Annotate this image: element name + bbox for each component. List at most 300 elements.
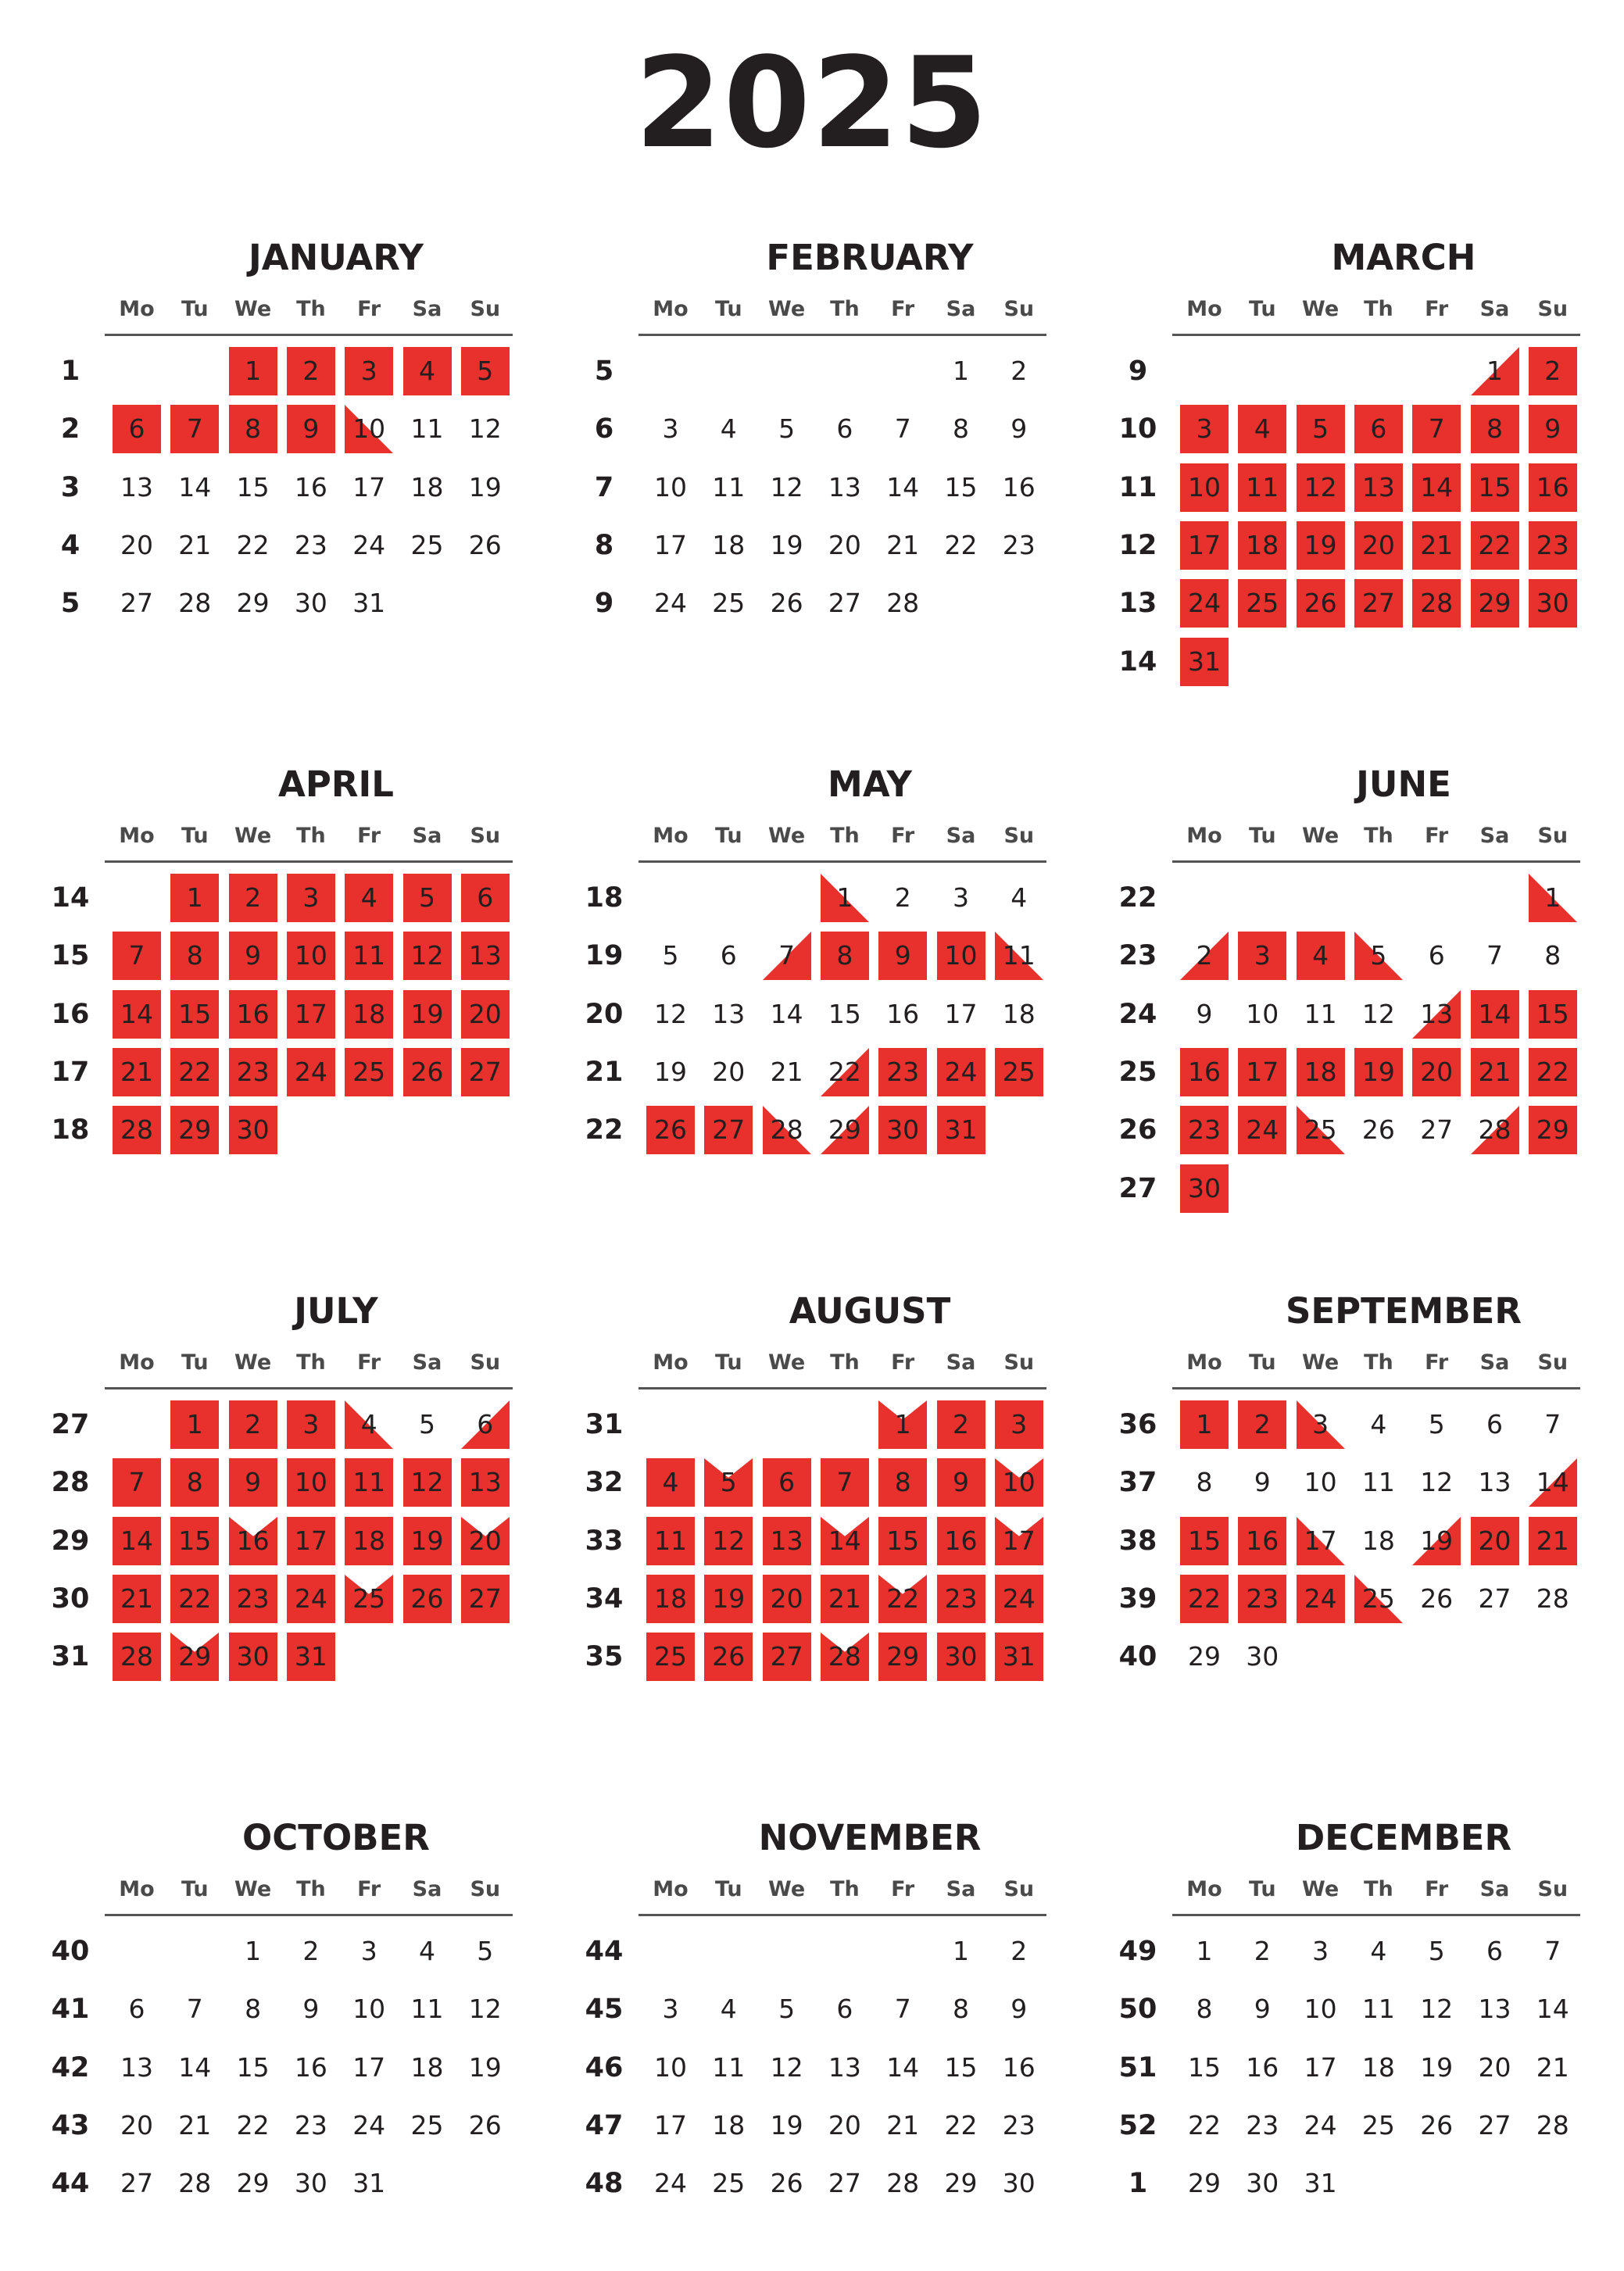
day-cell (699, 400, 757, 458)
weekday-header: Th (1364, 1350, 1393, 1375)
weekday-header-row (534, 1874, 1065, 1905)
weekday-header: We (1302, 1877, 1340, 1901)
weekday-header: Sa (1479, 824, 1510, 848)
week-row (534, 1980, 1065, 2038)
day-number: 23 (1246, 2109, 1279, 2140)
weekday-header: Fr (357, 1877, 381, 1901)
day-number: 18 (1246, 529, 1279, 560)
day-cell (642, 927, 699, 985)
day-cell (1466, 1512, 1524, 1570)
week-number: 9 (594, 588, 614, 620)
day-number: 28 (178, 2168, 212, 2199)
day-number: 2 (302, 1936, 320, 1966)
day-number: 15 (1478, 471, 1511, 502)
day-number: 12 (468, 413, 502, 445)
month-name: NOVEMBER (758, 1817, 982, 1858)
week-number: 13 (1118, 588, 1157, 620)
weekday-header: Fr (1425, 1350, 1449, 1375)
week-number: 44 (51, 2168, 90, 2200)
day-number: 3 (302, 1409, 320, 1439)
day-cell (399, 869, 456, 927)
day-number: 15 (1536, 998, 1569, 1029)
day-number: 5 (778, 1994, 796, 2025)
day-number: 1 (1196, 1936, 1213, 1966)
weekday-header-row (1068, 294, 1599, 325)
week-row (0, 2155, 531, 2212)
day-number: 31 (1002, 1641, 1036, 1672)
day-number: 26 (770, 2168, 803, 2199)
day-cell (1466, 2097, 1524, 2155)
day-number: 1 (1544, 882, 1561, 913)
day-cell (816, 927, 874, 985)
day-number: 15 (1188, 2051, 1221, 2083)
day-cell (108, 574, 166, 632)
weekday-header: Th (296, 297, 326, 321)
day-cell (642, 574, 699, 632)
week-row (0, 517, 531, 574)
weekday-header: Tu (714, 1877, 742, 1901)
week-row (534, 1454, 1065, 1511)
day-number: 25 (1361, 1583, 1395, 1614)
day-cell (1292, 1922, 1350, 1980)
day-number: 19 (712, 1583, 746, 1614)
day-cell (1408, 985, 1465, 1043)
day-number: 19 (468, 2051, 502, 2083)
weekday-header: Mo (119, 824, 155, 848)
day-cell (1524, 1980, 1582, 2038)
day-number: 7 (186, 413, 203, 445)
day-cell (166, 2155, 224, 2212)
day-cell (642, 1628, 699, 1686)
day-number: 27 (468, 1056, 502, 1087)
day-cell (990, 1396, 1048, 1454)
week-number: 40 (1118, 1641, 1157, 1673)
week-row (0, 574, 531, 632)
day-number: 3 (953, 882, 969, 913)
day-cell (282, 1454, 340, 1511)
day-cell (108, 1980, 166, 2038)
day-number: 22 (1478, 529, 1511, 560)
day-cell (874, 1101, 932, 1159)
day-number: 14 (886, 2051, 920, 2083)
day-cell (816, 1454, 874, 1511)
week-row (1068, 869, 1599, 927)
day-cell (399, 2039, 456, 2097)
day-cell (224, 1043, 282, 1101)
day-cell (340, 459, 398, 517)
day-number: 12 (410, 1467, 444, 1498)
week-row (534, 2155, 1065, 2212)
header-divider (1172, 334, 1580, 336)
day-number: 14 (178, 2051, 212, 2083)
day-cell (932, 459, 990, 517)
day-number: 21 (178, 529, 212, 560)
day-cell (399, 517, 456, 574)
day-number: 7 (836, 1467, 853, 1498)
day-number: 13 (712, 998, 746, 1029)
day-number: 6 (1370, 413, 1387, 445)
weekday-header: Mo (119, 1877, 155, 1901)
header-divider (1172, 1914, 1580, 1916)
day-number: 30 (294, 588, 327, 619)
day-number: 10 (352, 1994, 386, 2025)
day-cell (340, 927, 398, 985)
day-number: 28 (120, 1641, 153, 1672)
day-number: 27 (712, 1114, 746, 1146)
day-number: 1 (894, 1409, 911, 1439)
day-cell (224, 574, 282, 632)
day-cell (166, 1454, 224, 1511)
day-number: 23 (294, 529, 327, 560)
day-cell (874, 1396, 932, 1454)
day-number: 20 (770, 1583, 803, 1614)
month-name: SEPTEMBER (1285, 1290, 1522, 1332)
day-cell (399, 400, 456, 458)
day-cell (642, 459, 699, 517)
week-row (0, 2097, 531, 2155)
day-number: 11 (352, 940, 386, 971)
weekday-header: Fr (891, 1350, 915, 1375)
day-number: 13 (120, 471, 153, 502)
day-cell (1408, 2097, 1465, 2155)
week-row (1068, 1043, 1599, 1101)
day-number: 2 (953, 1409, 969, 1439)
weekday-header: We (768, 824, 806, 848)
day-cell (699, 2039, 757, 2097)
week-number: 20 (585, 998, 624, 1030)
day-number: 8 (894, 1467, 911, 1498)
day-cell (874, 1570, 932, 1628)
day-number: 22 (236, 529, 270, 560)
week-number: 22 (585, 1114, 624, 1146)
day-number: 17 (294, 1525, 327, 1556)
weekday-header: Mo (1186, 824, 1222, 848)
month-october (0, 1815, 531, 2213)
day-cell (699, 517, 757, 574)
weekday-header: Mo (1186, 1350, 1222, 1375)
day-cell (1233, 985, 1291, 1043)
day-cell (1175, 1922, 1233, 1980)
day-cell (282, 2155, 340, 2212)
day-cell (1350, 1454, 1408, 1511)
day-cell (874, 517, 932, 574)
week-number: 23 (1118, 940, 1157, 972)
week-row (0, 1396, 531, 1454)
day-number: 27 (120, 2168, 153, 2199)
month-september (1068, 1288, 1599, 1686)
week-row (534, 342, 1065, 400)
day-number: 10 (1002, 1467, 1036, 1498)
day-number: 6 (128, 413, 145, 445)
day-number: 15 (236, 471, 270, 502)
day-number: 21 (886, 2109, 920, 2140)
day-number: 17 (352, 471, 386, 502)
day-cell (874, 574, 932, 632)
day-number: 12 (410, 940, 444, 971)
weekday-header: Th (1364, 297, 1393, 321)
weekday-header: We (768, 297, 806, 321)
day-number: 30 (1002, 2168, 1036, 2199)
day-number: 12 (654, 998, 687, 1029)
day-cell (456, 985, 514, 1043)
day-cell (874, 2155, 932, 2212)
day-number: 20 (1420, 1056, 1454, 1087)
day-cell (758, 2039, 816, 2097)
day-cell (699, 1454, 757, 1511)
day-number: 24 (654, 2168, 687, 2199)
day-number: 17 (1246, 1056, 1279, 1087)
day-cell (224, 342, 282, 400)
day-number: 19 (1304, 529, 1337, 560)
day-number: 22 (886, 1583, 920, 1614)
weekday-header: Th (296, 1350, 326, 1375)
day-number: 5 (1428, 1936, 1445, 1966)
day-cell (1175, 1043, 1233, 1101)
weekday-header: Sa (412, 1350, 442, 1375)
week-row (534, 869, 1065, 927)
day-number: 3 (1254, 940, 1271, 971)
day-cell (224, 985, 282, 1043)
weekday-header: Tu (181, 1877, 209, 1901)
day-cell (1292, 2155, 1350, 2212)
day-cell (1233, 459, 1291, 517)
weekday-header: Th (1364, 1877, 1393, 1901)
weekday-header: Th (830, 1350, 860, 1375)
day-cell (699, 1980, 757, 2038)
day-cell (108, 927, 166, 985)
day-number: 6 (1486, 1936, 1503, 1966)
day-number: 15 (944, 2051, 978, 2083)
day-cell (699, 459, 757, 517)
day-cell (990, 1454, 1048, 1511)
week-row (1068, 459, 1599, 517)
day-number: 21 (120, 1583, 153, 1614)
week-number: 43 (51, 2109, 90, 2141)
day-number: 2 (1011, 356, 1028, 386)
day-number: 30 (236, 1641, 270, 1672)
day-number: 6 (477, 882, 494, 913)
day-cell (1233, 2155, 1291, 2212)
day-number: 10 (294, 1467, 327, 1498)
week-row (1068, 517, 1599, 574)
day-number: 27 (1420, 1114, 1454, 1146)
day-number: 5 (1312, 413, 1329, 445)
day-cell (1524, 574, 1582, 632)
day-number: 27 (828, 2168, 861, 2199)
weekday-header: Th (296, 1877, 326, 1901)
day-number: 29 (944, 2168, 978, 2199)
day-cell (1292, 574, 1350, 632)
weekday-header: Th (1364, 824, 1393, 848)
week-row (0, 985, 531, 1043)
day-cell (874, 2039, 932, 2097)
day-cell (699, 1570, 757, 1628)
weekday-header: Fr (891, 824, 915, 848)
week-number: 10 (1118, 413, 1157, 445)
month-name: AUGUST (789, 1290, 951, 1332)
day-cell (1524, 2039, 1582, 2097)
day-number: 12 (1420, 1994, 1454, 2025)
day-number: 23 (1002, 529, 1036, 560)
weekday-header: Th (830, 297, 860, 321)
day-number: 12 (1361, 998, 1395, 1029)
day-cell (1175, 574, 1233, 632)
day-number: 11 (1002, 940, 1036, 971)
week-number: 34 (585, 1583, 624, 1615)
day-cell (166, 1101, 224, 1159)
day-number: 3 (360, 1936, 377, 1966)
weekday-header: We (234, 1350, 272, 1375)
day-cell (282, 869, 340, 927)
day-cell (224, 2039, 282, 2097)
week-number: 22 (1118, 882, 1157, 914)
day-number: 31 (352, 588, 386, 619)
day-number: 30 (1536, 588, 1569, 619)
day-cell (1524, 869, 1582, 927)
day-number: 26 (1304, 588, 1337, 619)
day-number: 7 (894, 413, 911, 445)
day-cell (1175, 400, 1233, 458)
day-number: 24 (944, 1056, 978, 1087)
header-divider (105, 334, 513, 336)
week-number: 52 (1118, 2109, 1157, 2141)
day-cell (456, 517, 514, 574)
week-number: 17 (51, 1056, 90, 1088)
week-row (534, 2039, 1065, 2097)
week-number: 9 (1128, 356, 1148, 387)
day-cell (166, 927, 224, 985)
day-number: 30 (886, 1114, 920, 1146)
day-number: 24 (1002, 1583, 1036, 1614)
day-cell (108, 1512, 166, 1570)
week-row (534, 1922, 1065, 1980)
week-number: 29 (51, 1525, 90, 1557)
week-number: 21 (585, 1056, 624, 1088)
weekday-header: Tu (714, 824, 742, 848)
day-cell (1524, 400, 1582, 458)
weekday-header: Su (1537, 1350, 1569, 1375)
day-number: 16 (236, 1525, 270, 1556)
day-number: 11 (1304, 998, 1337, 1029)
day-number: 29 (1478, 588, 1511, 619)
day-cell (456, 1043, 514, 1101)
day-number: 23 (1246, 1583, 1279, 1614)
day-cell (932, 869, 990, 927)
day-cell (874, 459, 932, 517)
day-cell (456, 2039, 514, 2097)
day-number: 21 (1420, 529, 1454, 560)
day-cell (1524, 985, 1582, 1043)
day-cell (1292, 517, 1350, 574)
day-number: 19 (1361, 1056, 1395, 1087)
day-cell (1175, 2097, 1233, 2155)
day-cell (1175, 1570, 1233, 1628)
day-cell (1524, 1101, 1582, 1159)
weekday-header: Sa (946, 824, 976, 848)
week-row (0, 342, 531, 400)
day-cell (758, 517, 816, 574)
weekday-header: We (1302, 297, 1340, 321)
day-cell (1466, 985, 1524, 1043)
day-number: 12 (770, 471, 803, 502)
weekday-header: Th (296, 824, 326, 848)
day-cell (699, 1628, 757, 1686)
week-row (534, 574, 1065, 632)
day-cell (282, 1396, 340, 1454)
day-cell (990, 400, 1048, 458)
day-cell (874, 1980, 932, 2038)
day-number: 9 (302, 1994, 320, 2025)
day-cell (108, 1570, 166, 1628)
day-number: 17 (1304, 2051, 1337, 2083)
day-cell (642, 2039, 699, 2097)
day-cell (1466, 400, 1524, 458)
day-cell (932, 517, 990, 574)
day-number: 19 (1420, 1525, 1454, 1556)
week-number: 1 (60, 356, 80, 387)
day-number: 27 (120, 588, 153, 619)
day-number: 11 (654, 1525, 687, 1556)
day-cell (642, 1043, 699, 1101)
day-number: 1 (245, 1936, 262, 1966)
weekday-header: We (768, 1350, 806, 1375)
header-divider (105, 1914, 513, 1916)
day-number: 2 (245, 1409, 262, 1439)
day-cell (456, 2097, 514, 2155)
day-cell (816, 1570, 874, 1628)
weekday-header: Mo (653, 297, 689, 321)
day-cell (1408, 1980, 1465, 2038)
day-cell (990, 927, 1048, 985)
day-cell (758, 1454, 816, 1511)
day-cell (340, 574, 398, 632)
day-cell (990, 1512, 1048, 1570)
day-number: 8 (1544, 940, 1561, 971)
week-row (1068, 1628, 1599, 1686)
day-number: 29 (236, 2168, 270, 2199)
day-cell (224, 1980, 282, 2038)
week-number: 15 (51, 940, 90, 972)
day-cell (340, 869, 398, 927)
day-number: 27 (1478, 1583, 1511, 1614)
day-cell (990, 2097, 1048, 2155)
day-number: 17 (944, 998, 978, 1029)
day-cell (108, 985, 166, 1043)
week-number: 5 (60, 588, 80, 620)
day-cell (1408, 1922, 1465, 1980)
day-cell (1524, 1396, 1582, 1454)
day-number: 22 (1188, 2109, 1221, 2140)
day-cell (282, 1043, 340, 1101)
day-number: 16 (1536, 471, 1569, 502)
day-cell (1350, 400, 1408, 458)
day-number: 24 (1188, 588, 1221, 619)
day-cell (1233, 574, 1291, 632)
weekday-header: Fr (357, 824, 381, 848)
day-number: 13 (1420, 998, 1454, 1029)
day-number: 13 (770, 1525, 803, 1556)
month-november (534, 1815, 1065, 2213)
day-cell (1175, 927, 1233, 985)
header-divider (639, 1914, 1046, 1916)
day-cell (166, 400, 224, 458)
weekday-header: Tu (1248, 1350, 1276, 1375)
day-number: 21 (770, 1056, 803, 1087)
day-number: 26 (468, 2109, 502, 2140)
day-cell (282, 342, 340, 400)
day-cell (932, 2039, 990, 2097)
day-number: 24 (1304, 1583, 1337, 1614)
